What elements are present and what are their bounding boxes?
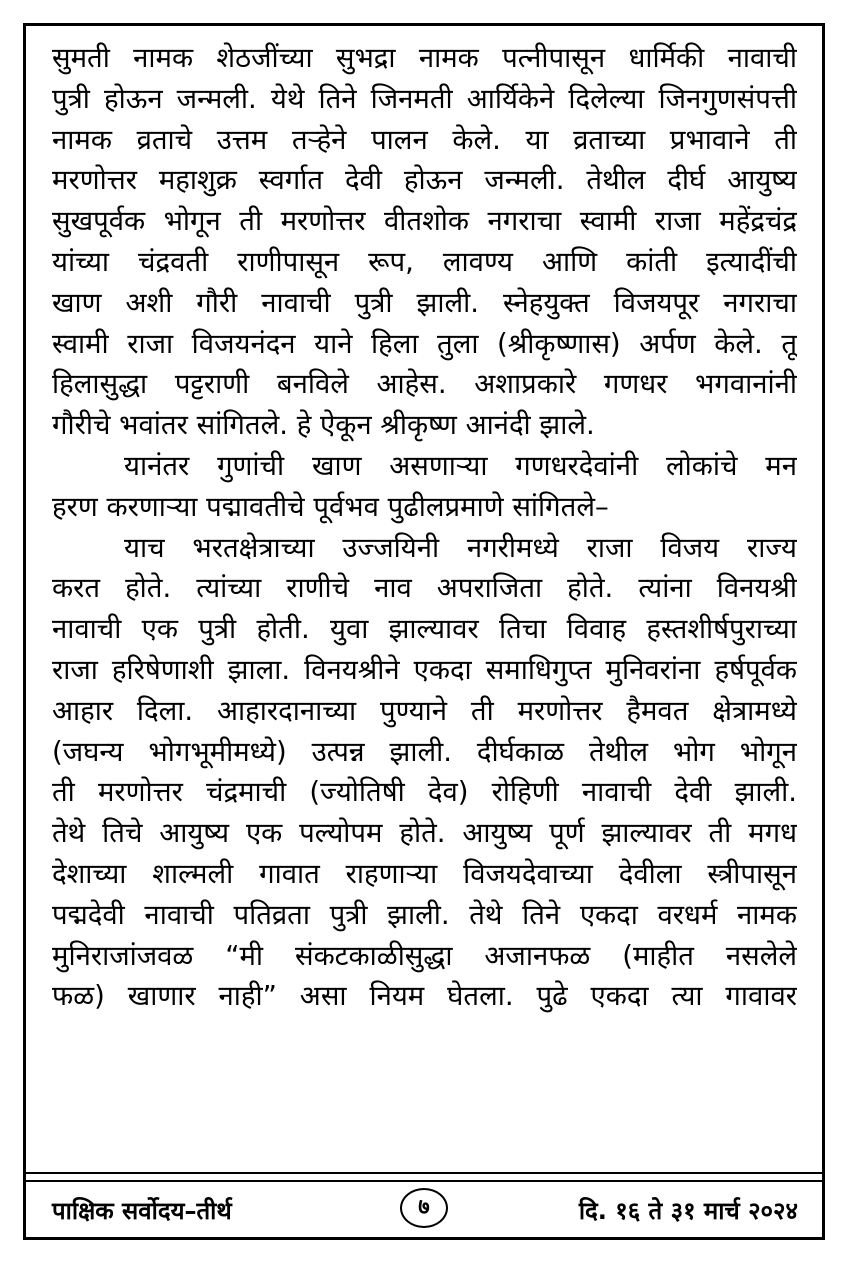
text-line: पद्मदेवी नावाची पतिव्रता पुत्री झाली. तेथे तिने एकदा वरधर्म नामक	[52, 898, 797, 931]
text-line: ती मरणोत्तर चंद्रमाची (ज्योतिषी देव) रोहिणी नावाची देवी झाली.	[52, 776, 797, 809]
publication-name: पाक्षिक सर्वोदय–तीर्थ	[52, 1197, 232, 1225]
text-line: तेथे तिचे आयुष्य एक पल्योपम होते. आयुष्य पूर्ण झाल्यावर ती मगध	[52, 817, 797, 850]
text-line: राजा हरिषेणाशी झाला. विनयश्रीने एकदा समाधिगुप्त मुनिवरांना हर्षपूर्वक	[52, 653, 797, 686]
issue-date: दि. १६ ते ३१ मार्च २०२४	[578, 1197, 798, 1225]
text-line: गौरीचे भवांतर सांगितले. हे ऐकून श्रीकृष्ण आनंदी झाले.	[52, 409, 595, 442]
text-line: यांच्या चंद्रवती राणीपासून रूप, लावण्य आणि कांती इत्यादींची	[52, 245, 797, 278]
text-line: सुखपूर्वक भोगून ती मरणोत्तर वीतशोक नगराचा स्वामी राजा महेंद्रचंद्र	[52, 205, 797, 238]
footer-divider	[23, 1172, 825, 1174]
text-line: नामक व्रताचे उत्तम तऱ्हेने पालन केले. या व्रताच्या प्रभावाने ती	[52, 123, 797, 156]
text-line: यानंतर गुणांची खाण असणाऱ्या गणधरदेवांनी लोकांचे मन	[124, 449, 797, 482]
text-line: मुनिराजांजवळ “मी संकटकाळीसुद्धा अजानफळ (माहीत नसलेले	[52, 939, 797, 972]
text-line: नावाची एक पुत्री होती. युवा झाल्यावर तिचा विवाह हस्तशीर्षपुराच्या	[52, 613, 797, 646]
body-text	[52, 38, 797, 1017]
text-line: आहार दिला. आहारदानाच्या पुण्याने ती मरणोत्तर हैमवत क्षेत्रामध्ये	[52, 694, 797, 727]
text-line: पुत्री होऊन जन्मली. येथे तिने जिनमती आर्यिकेने दिलेल्या जिनगुणसंपत्ती	[52, 82, 797, 115]
text-line: करत होते. त्यांच्या राणीचे नाव अपराजिता होते. त्यांना विनयश्री	[52, 572, 797, 605]
page-number: ७	[400, 1188, 448, 1228]
text-line: देशाच्या शाल्मली गावात राहणाऱ्या विजयदेवाच्या देवीला स्त्रीपासून	[52, 857, 797, 890]
text-line: हरण करणाऱ्या पद्मावतीचे पूर्वभव पुढीलप्रमाणे सांगितले–	[52, 490, 609, 523]
text-line: सुमती नामक शेठजींच्या सुभद्रा नामक पत्नीपासून धार्मिकी नावाची	[52, 42, 797, 74]
footer-divider	[23, 1180, 825, 1182]
text-line: स्वामी राजा विजयनंदन याने हिला तुला (श्रीकृष्णास) अर्पण केले. तू	[52, 327, 797, 360]
text-line: मरणोत्तर महाशुक्र स्वर्गात देवी होऊन जन्मली. तेथील दीर्घ आयुष्य	[52, 164, 797, 197]
text-line: फळ) खाणार नाही” असा नियम घेतला. पुढे एकदा त्या गावावर	[52, 980, 797, 1013]
text-line: याच भरतक्षेत्राच्या उज्जयिनी नगरीमध्ये राजा विजय राज्य	[124, 531, 797, 564]
text-line: हिलासुद्धा पट्टराणी बनविले आहेस. अशाप्रकारे गणधर भगवानांनी	[52, 368, 797, 401]
text-line: खाण अशी गौरी नावाची पुत्री झाली. स्नेहयुक्त विजयपूर नगराचा	[52, 286, 797, 319]
text-line: (जघन्य भोगभूमीमध्ये) उत्पन्न झाली. दीर्घकाळ तेथील भोग भोगून	[52, 735, 797, 768]
